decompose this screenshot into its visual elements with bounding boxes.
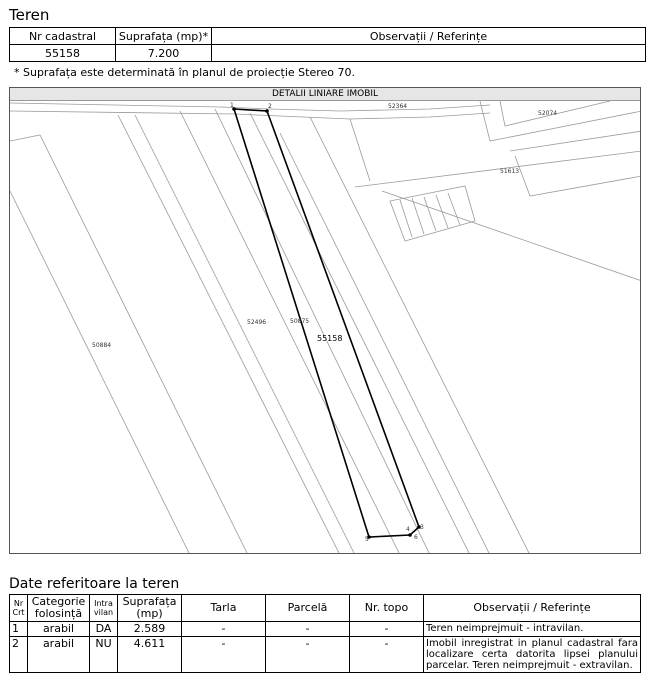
header-categorie: Categorie folosință: [28, 595, 90, 622]
vertex-6: 6: [414, 534, 418, 541]
header-nr-cadastral: Nr cadastral: [10, 28, 116, 45]
label-52364: 52364: [388, 103, 408, 110]
cell-nr-cadastral: 55158: [10, 45, 116, 62]
header-observatii: Observații / Referințe: [424, 595, 641, 622]
header-suprafata: Suprafața (mp)*: [116, 28, 212, 45]
cell-parcela: -: [266, 637, 350, 673]
map-frame: [9, 87, 641, 554]
header-intravilan: Intra vilan: [90, 595, 118, 622]
section-title-teren: Teren: [9, 6, 50, 24]
cell-tarla: -: [182, 637, 266, 673]
header-nr-crt: Nr Crt: [10, 595, 28, 622]
cell-categorie: arabil: [28, 622, 90, 637]
cell-tarla: -: [182, 622, 266, 637]
cell-intravilan: NU: [90, 637, 118, 673]
table-header-row: [10, 595, 641, 622]
header-observatii: Observații / Referințe: [212, 28, 646, 45]
parcel-map: [10, 101, 641, 554]
cell-suprafata: 7.200: [116, 45, 212, 62]
footnote: * Suprafața este determinată în planul de proiecție Stereo 70.: [14, 66, 356, 79]
cell-nr: 2: [10, 637, 28, 673]
cell-suprafata: 2.589: [118, 622, 182, 637]
cell-suprafata: 4.611: [118, 637, 182, 673]
map-header: DETALII LINIARE IMOBIL: [10, 88, 640, 101]
header-suprafata: Suprafața (mp): [118, 595, 182, 622]
cell-observatii: Imobil inregistrat in planul cadastral fara localizare certa datorita lipsei planului parcelar. Teren neimprejmuit - extravilan.: [424, 637, 641, 673]
cell-nr-topo: -: [350, 637, 424, 673]
cell-parcela: -: [266, 622, 350, 637]
cell-categorie: arabil: [28, 637, 90, 673]
label-51613: 51613: [500, 168, 520, 175]
table-header-row: [10, 28, 646, 45]
cell-nr: 1: [10, 622, 28, 637]
table-row: [10, 622, 641, 637]
cell-intravilan: DA: [90, 622, 118, 637]
teren-table: [9, 27, 646, 62]
vertex-1: 1: [230, 102, 234, 109]
label-parcel-55158: 55158: [317, 334, 343, 343]
label-52496: 52496: [247, 319, 267, 326]
table-row: [10, 637, 641, 673]
section-title-date-teren: Date referitoare la teren: [9, 576, 180, 592]
date-teren-table: [9, 594, 641, 673]
cell-observatii: [212, 45, 646, 62]
vertex-3: 3: [420, 524, 424, 531]
label-52074: 52074: [538, 110, 558, 117]
vertex-5: 5: [365, 536, 369, 543]
cell-nr-topo: -: [350, 622, 424, 637]
label-50875: 50875: [290, 318, 310, 325]
label-50884: 50884: [92, 342, 112, 349]
header-nr-topo: Nr. topo: [350, 595, 424, 622]
header-parcela: Parcelă: [266, 595, 350, 622]
cell-observatii: Teren neimprejmuit - intravilan.: [424, 622, 641, 637]
header-tarla: Tarla: [182, 595, 266, 622]
table-row: [10, 45, 646, 62]
vertex-2: 2: [268, 103, 272, 110]
vertex-4: 4: [406, 526, 410, 533]
